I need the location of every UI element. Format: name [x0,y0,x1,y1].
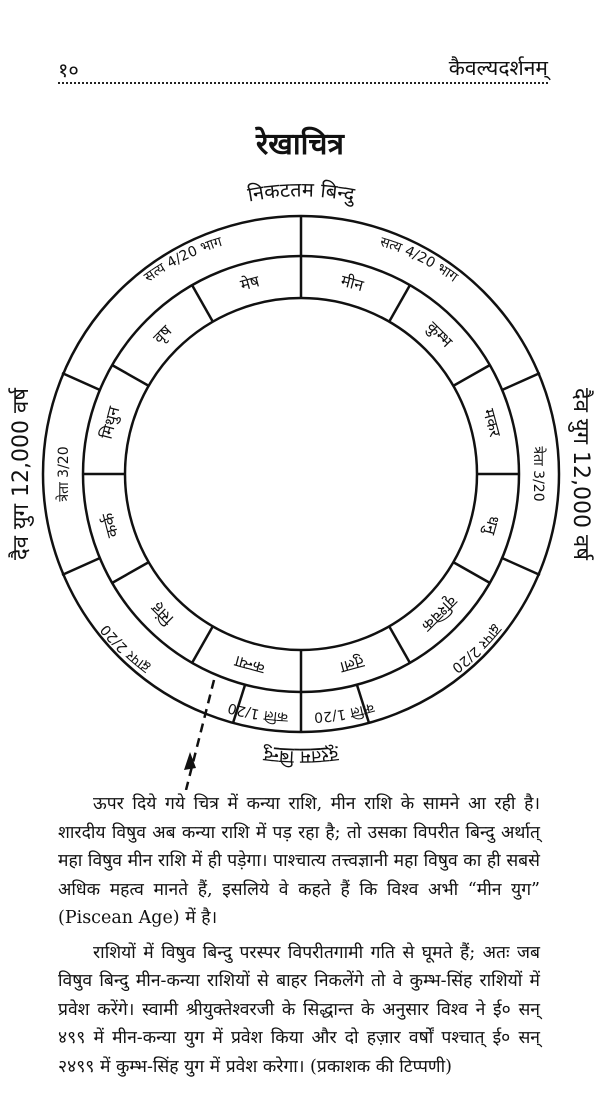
paragraph: राशियों में विषुव बिन्दु परस्पर विपरीतगामी गति से घूमते हैं; अतः जब विषुव बिन्दु मीन-कन्या राशियों से बाहर निकलेंगे तो वे कुम्भ-सिंह राशियों में प्रवेश करेंगे। स्वामी श्रीयुक्तेश्वरजी के सिद्धान्त के अनुसार विश्व ने ई० सन् ४९९ में मीन-कन्या युग में प्रवेश किया और दो हज़ार वर्षों पश्चात् ई० सन् २४९९ में कुम्भ-सिंह युग में प्रवेश करेगा। (प्रकाशक की टिप्पणी) [58,942,540,1077]
inner-ring [125,298,477,650]
zodiac-kumbh: कुम्भ [422,317,457,352]
yuga-label-satya-right: सत्य 4/20 भाग [378,234,461,286]
zodiac-meen: मीन [338,270,366,296]
zodiac-vrishchik: वृश्चिक [418,592,462,636]
dashed-arrow-icon [184,680,214,790]
paragraph: ऊपर दिये गये चित्र में कन्या राशि, मीन राशि के सामने आ रही है। शारदीय विषुव अब कन्या राशि में पड़ रहा है; तो उसका विपरीत बिन्दु अर्थात् महा विषुव मीन राशि में ही पड़ेगा। पाश्चात्य तत्त्वज्ञानी महा विषुव का ही सबसे अधिक महत्व मानते हैं, इसलिये वे कहते हैं कि विश्व अभी “मीन युग” (Piscean Age) में है। [58,794,540,928]
yuga-label-dwapar-left: द्वापर 2/20 [97,621,154,676]
left-side-label: दैव युग 12,000 वर्ष [9,388,34,560]
yuga-label-treta-right: त्रेता 3/20 [530,446,546,502]
zodiac-mesh: मेष [238,271,262,295]
yuga-label-dwapar-right: द्वापर 2/20 [448,621,505,676]
book-title: कैवल्यदर्शनम् [448,56,548,80]
zodiac-vrish: वृष [149,321,176,348]
yuga-label-kali-right: कलि 1/20 [313,699,376,725]
zodiac-dhanu: धनु [480,513,504,537]
right-side-label: दैव युग 12,000 वर्ष [568,388,593,560]
bottom-label: दूरतम बिन्दु [262,744,340,768]
top-label: निकटतम बिन्दु [245,177,357,207]
zodiac-mithun: मिथुन [96,404,124,442]
yuga-label-kali-left: कलि 1/20 [226,699,289,725]
zodiac-kanya: कन्या [232,651,267,679]
yuga-label-treta-left: त्रेता 3/20 [56,446,72,502]
body-text [58,790,540,1087]
zodiac-kark: कर्क [97,510,123,540]
zodiac-simha: सिंह [147,598,178,629]
zodiac-makar: मकर [479,406,505,439]
page-number: १० [58,58,79,82]
zodiac-tula: तुला [338,652,367,678]
yuga-label-satya-left: सत्य 4/20 भाग [141,234,224,286]
figure-title: रेखाचित्र [256,127,344,162]
middle-ring [83,256,519,692]
